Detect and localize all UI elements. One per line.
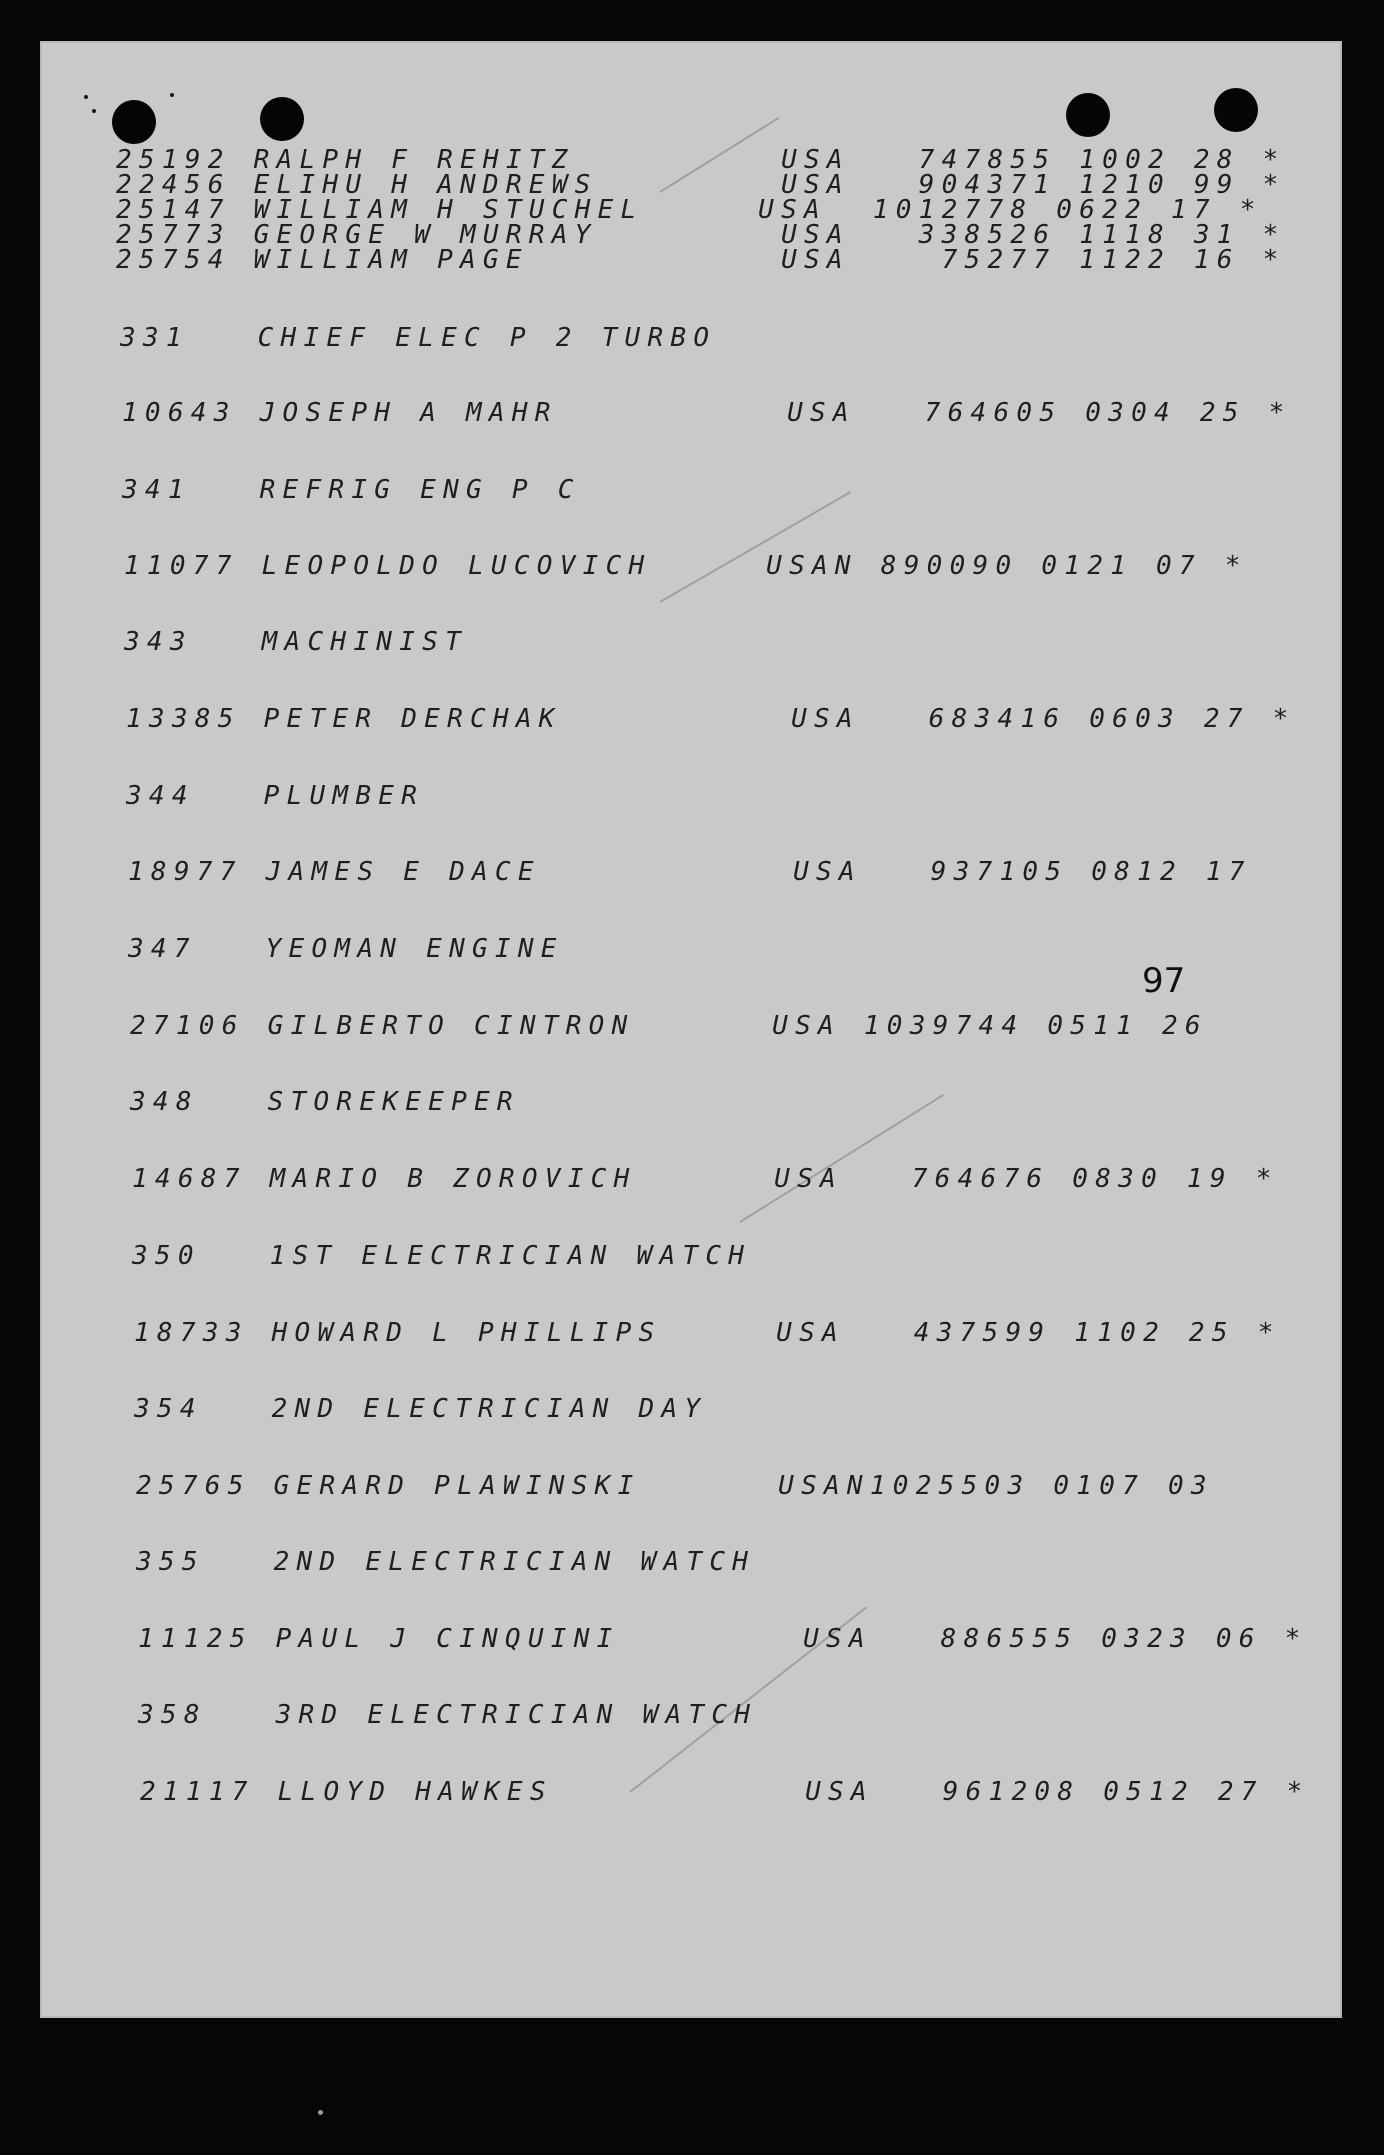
punch-hole — [1214, 88, 1258, 132]
rating-heading: 331 CHIEF ELEC P 2 TURBO — [120, 323, 717, 353]
punch-hole — [1066, 93, 1110, 137]
crew-entry: 25147 WILLIAM H STUCHEL USA 1012778 0622 17 * — [116, 195, 1263, 225]
crew-entry: 18977 JAMES E DACE USA 937105 0812 17 — [128, 857, 1252, 887]
rating-heading: 348 STOREKEEPER — [130, 1087, 520, 1117]
pen-mark — [739, 1094, 944, 1223]
rating-heading: 355 2ND ELECTRICIAN WATCH — [136, 1547, 756, 1577]
rating-heading: 354 2ND ELECTRICIAN DAY — [134, 1394, 708, 1424]
crew-entry: 11125 PAUL J CINQUINI USA 886555 0323 06 * — [138, 1624, 1308, 1654]
crew-entry: 14687 MARIO B ZOROVICH USA 764676 0830 19 * — [132, 1164, 1279, 1194]
page-number: 97 — [1142, 961, 1186, 1001]
rating-heading: 358 3RD ELECTRICIAN WATCH — [138, 1700, 758, 1730]
punch-hole — [260, 97, 304, 141]
rating-heading: 344 PLUMBER — [126, 781, 425, 811]
crew-entry: 25773 GEORGE W MURRAY USA 338526 1118 31 * — [116, 220, 1286, 250]
crew-entry: 10643 JOSEPH A MAHR USA 764605 0304 25 * — [122, 398, 1292, 428]
rating-heading: 350 1ST ELECTRICIAN WATCH — [132, 1241, 752, 1271]
crew-entry: 21117 LLOYD HAWKES USA 961208 0512 27 * — [140, 1777, 1310, 1807]
rating-heading: 347 YEOMAN ENGINE — [128, 934, 564, 964]
rating-heading: 343 MACHINIST — [124, 627, 468, 657]
punch-hole — [112, 100, 156, 144]
crew-entry: 18733 HOWARD L PHILLIPS USA 437599 1102 25 * — [134, 1318, 1281, 1348]
speck — [92, 109, 96, 113]
crew-entry: 25765 GERARD PLAWINSKI USAN1025503 0107 03 — [136, 1471, 1214, 1501]
speck — [170, 93, 174, 97]
crew-entry: 11077 LEOPOLDO LUCOVICH USAN 890090 0121 07 * — [124, 551, 1248, 581]
crew-entry: 27106 GILBERTO CINTRON USA 1039744 0511 26 — [130, 1011, 1208, 1041]
crew-entry: 25192 RALPH F REHITZ USA 747855 1002 28 * — [116, 145, 1286, 175]
document-page — [40, 41, 1342, 2018]
speck — [84, 95, 88, 99]
pen-mark — [660, 491, 852, 603]
speck — [318, 2110, 323, 2115]
rating-heading: 341 REFRIG ENG P C — [122, 475, 581, 505]
crew-entry: 13385 PETER DERCHAK USA 683416 0603 27 * — [126, 704, 1296, 734]
crew-entry: 22456 ELIHU H ANDREWS USA 904371 1210 99 * — [116, 170, 1286, 200]
crew-entry: 25754 WILLIAM PAGE USA 75277 1122 16 * — [116, 245, 1286, 275]
